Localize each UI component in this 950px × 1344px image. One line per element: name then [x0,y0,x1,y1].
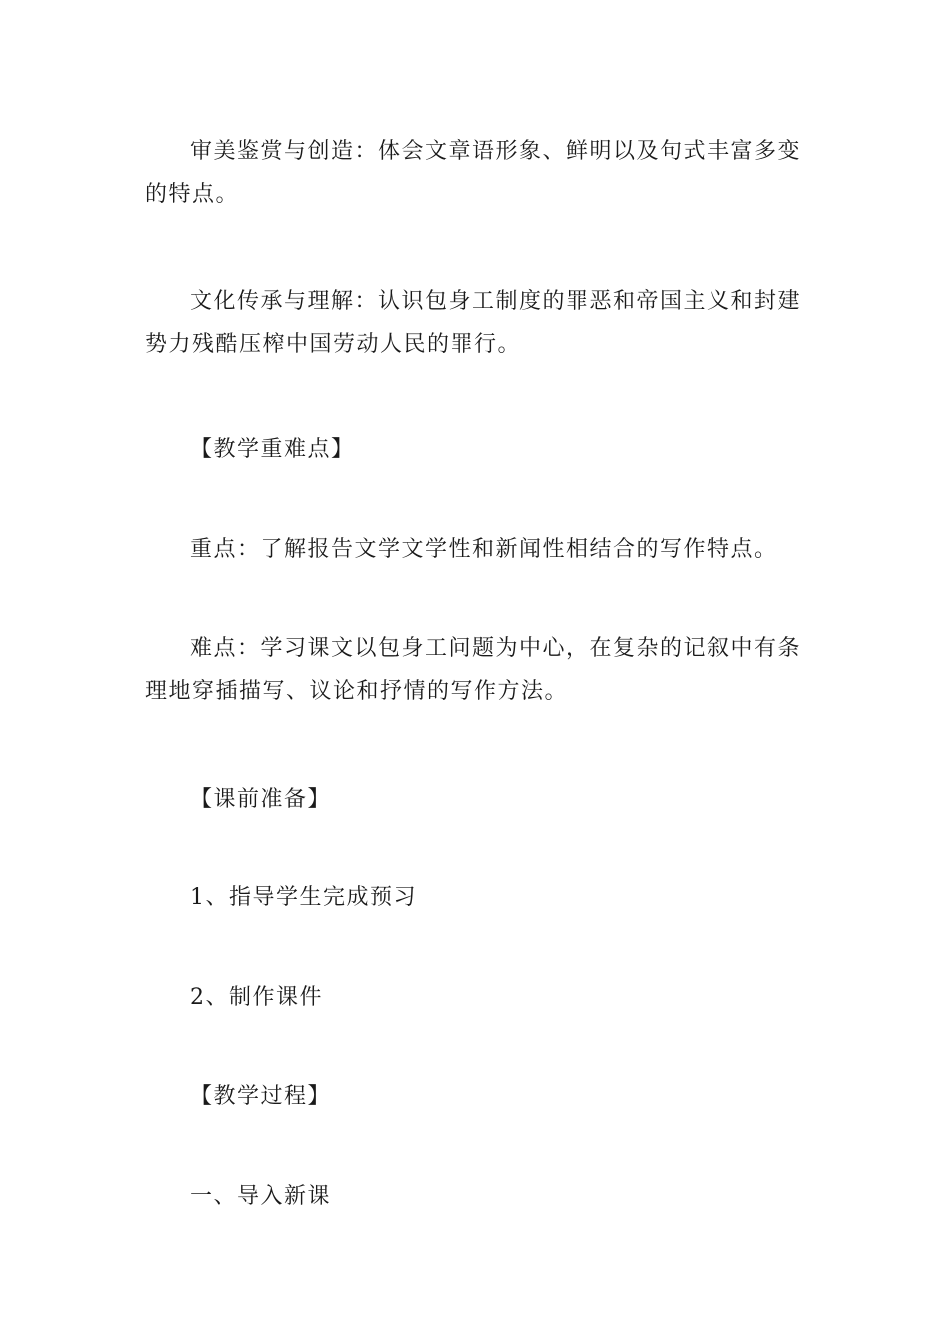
paragraph-aesthetic-appreciation: 审美鉴赏与创造：体会文章语形象、鲜明以及句式丰富多变的特点。 [145,139,802,207]
list-item-courseware: 2、制作课件 [190,985,323,1010]
section-introduction: 一、导入新课 [190,1184,332,1209]
heading-preparation: 【课前准备】 [190,787,332,812]
heading-key-difficult-points: 【教学重难点】 [190,437,355,462]
heading-teaching-process: 【教学过程】 [190,1084,332,1109]
paragraph-difficult-point: 难点：学习课文以包身工问题为中心，在复杂的记叙中有条理地穿插描写、议论和抒情的写作方法。 [145,636,802,704]
paragraph-key-point: 重点：了解报告文学文学性和新闻性相结合的写作特点。 [190,537,778,562]
paragraph-cultural-heritage: 文化传承与理解：认识包身工制度的罪恶和帝国主义和封建势力残酷压榨中国劳动人民的罪行。 [145,289,802,357]
list-item-preview: 1、指导学生完成预习 [190,885,417,910]
